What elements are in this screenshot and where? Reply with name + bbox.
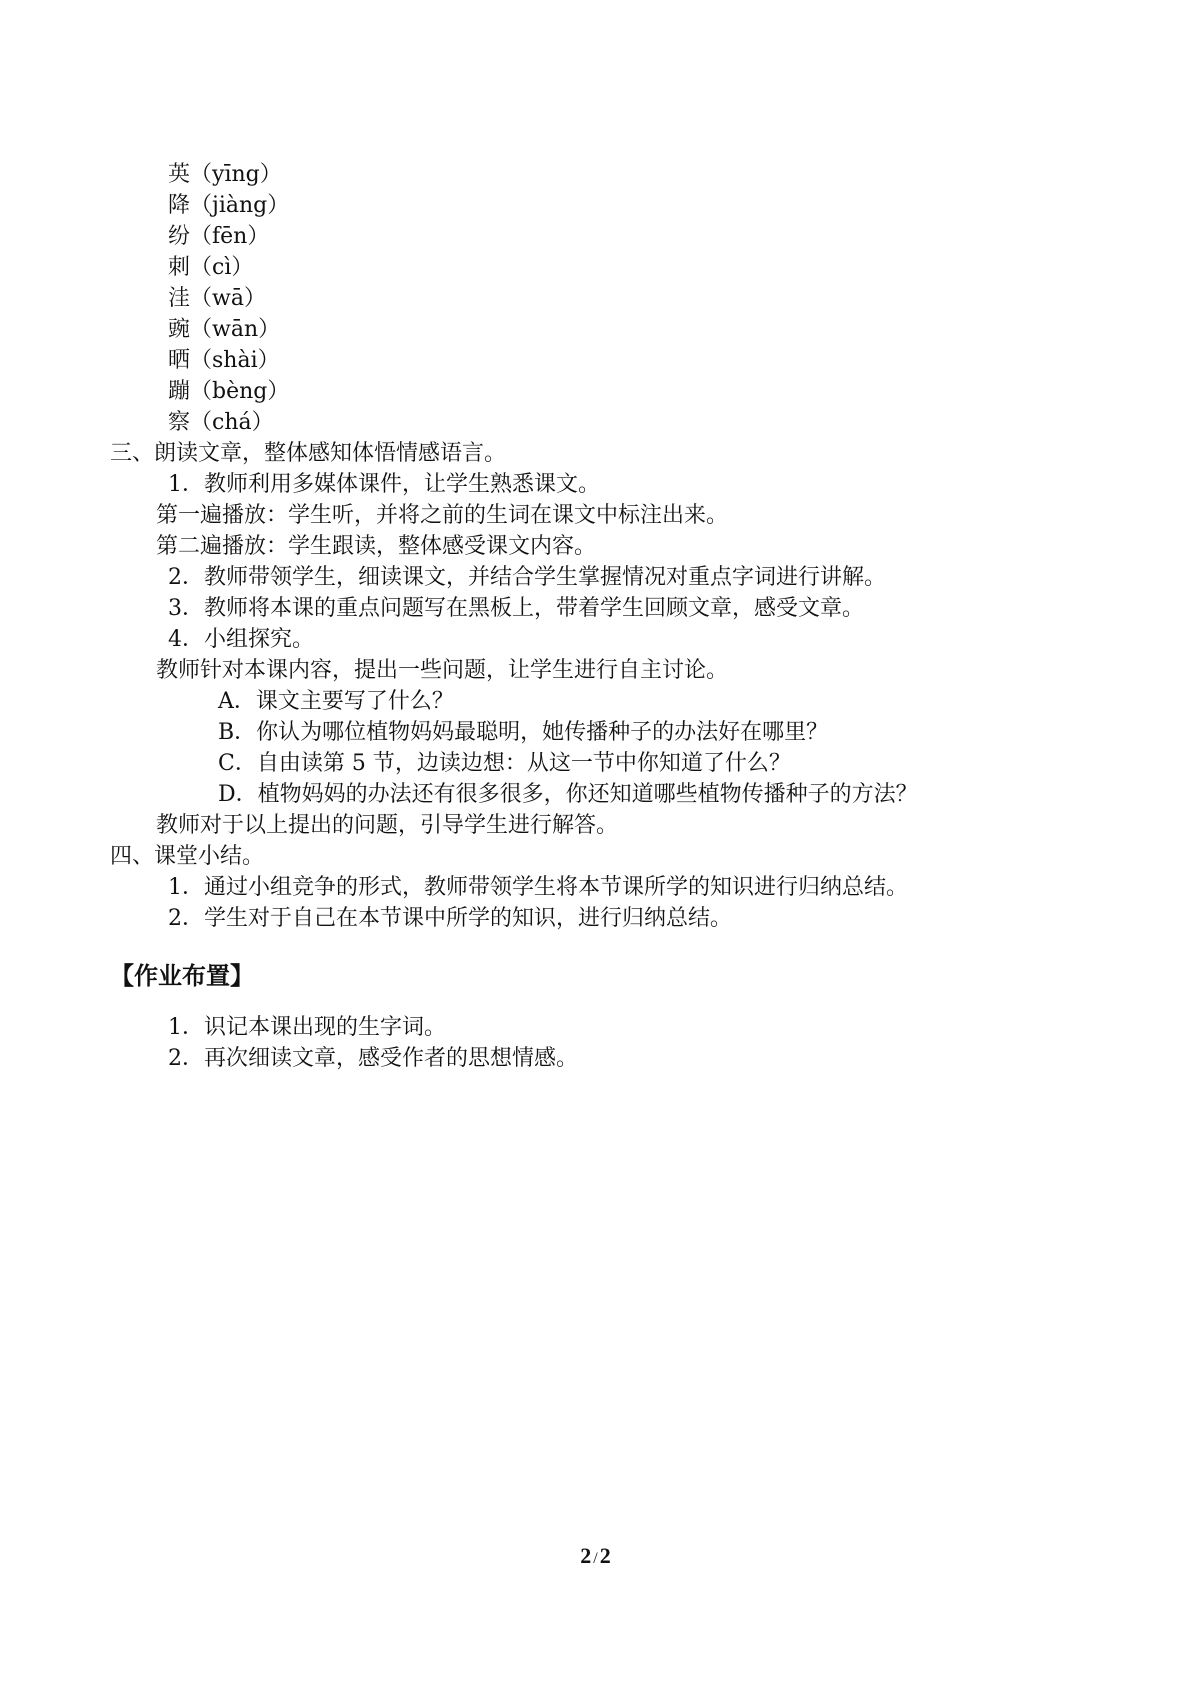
vocab-item xyxy=(168,284,266,314)
vocab-char: 纷 xyxy=(168,224,191,249)
homework-heading: 【作业布置】 xyxy=(110,962,254,990)
vocab-char: 降 xyxy=(168,193,191,218)
section-3-first-play: 第一遍播放：学生听，并将之前的生词在课文中标注出来。 xyxy=(156,503,729,528)
homework-item-2: 2．再次细读文章，感受作者的思想情感。 xyxy=(168,1046,578,1071)
homework-item-1: 1．识记本课出现的生字词。 xyxy=(168,1015,446,1040)
vocab-char: 洼 xyxy=(168,286,191,311)
vocab-pinyin: （chá） xyxy=(190,410,274,435)
section-3-outro: 教师对于以上提出的问题，引导学生进行解答。 xyxy=(156,813,619,838)
section-3-step-2: 2．教师带领学生，细读课文，并结合学生掌握情况对重点字词进行讲解。 xyxy=(168,565,886,590)
section-4-item-1: 1．通过小组竞争的形式，教师带领学生将本节课所学的知识进行归纳总结。 xyxy=(168,875,908,900)
vocab-item xyxy=(168,160,282,190)
vocab-item xyxy=(168,346,280,376)
question-a: A．课文主要写了什么？ xyxy=(218,689,454,714)
section-3-second-play: 第二遍播放：学生跟读，整体感受课文内容。 xyxy=(156,534,597,559)
section-3-intro: 教师针对本课内容，提出一些问题，让学生进行自主讨论。 xyxy=(156,658,729,683)
vocab-pinyin: （shài） xyxy=(190,348,280,373)
vocab-item xyxy=(168,253,253,283)
vocab-pinyin: （yīng） xyxy=(190,162,282,187)
vocab-char: 察 xyxy=(168,410,191,435)
vocab-char: 蹦 xyxy=(168,379,191,404)
vocab-item xyxy=(168,408,274,438)
vocab-char: 豌 xyxy=(168,317,191,342)
question-b: B．你认为哪位植物妈妈最聪明，她传播种子的办法好在哪里？ xyxy=(218,720,829,745)
vocab-pinyin: （bèng） xyxy=(190,379,290,404)
vocab-item xyxy=(168,191,289,221)
vocab-pinyin: （wā） xyxy=(190,286,266,311)
page-number-separator: / xyxy=(593,1550,598,1567)
page-number xyxy=(0,1543,1191,1572)
vocab-char: 晒 xyxy=(168,348,191,373)
vocab-item xyxy=(168,315,280,345)
question-c: C．自由读第 5 节，边读边想：从这一节中你知道了什么？ xyxy=(218,751,791,776)
question-d: D．植物妈妈的办法还有很多很多，你还知道哪些植物传播种子的方法？ xyxy=(218,782,918,807)
vocab-char: 英 xyxy=(168,162,191,187)
section-3-title: 三、朗读文章，整体感知体悟情感语言。 xyxy=(110,441,507,466)
section-3-step-1: 1．教师利用多媒体课件，让学生熟悉课文。 xyxy=(168,472,600,497)
section-4-item-2: 2．学生对于自己在本节课中所学的知识，进行归纳总结。 xyxy=(168,906,732,931)
vocab-item xyxy=(168,377,289,407)
page-number-total: 2 xyxy=(599,1543,611,1568)
page-number-current: 2 xyxy=(580,1543,592,1568)
vocab-item xyxy=(168,222,269,252)
vocab-char: 刺 xyxy=(168,255,191,280)
vocab-pinyin: （cì） xyxy=(190,255,254,280)
section-3-step-4: 4．小组探究。 xyxy=(168,627,314,652)
vocab-pinyin: （wān） xyxy=(190,317,281,342)
section-4-title: 四、课堂小结。 xyxy=(110,844,265,869)
vocab-pinyin: （fēn） xyxy=(190,224,270,249)
vocab-pinyin: （jiàng） xyxy=(190,193,290,218)
section-3-step-3: 3．教师将本课的重点问题写在黑板上，带着学生回顾文章，感受文章。 xyxy=(168,596,864,621)
